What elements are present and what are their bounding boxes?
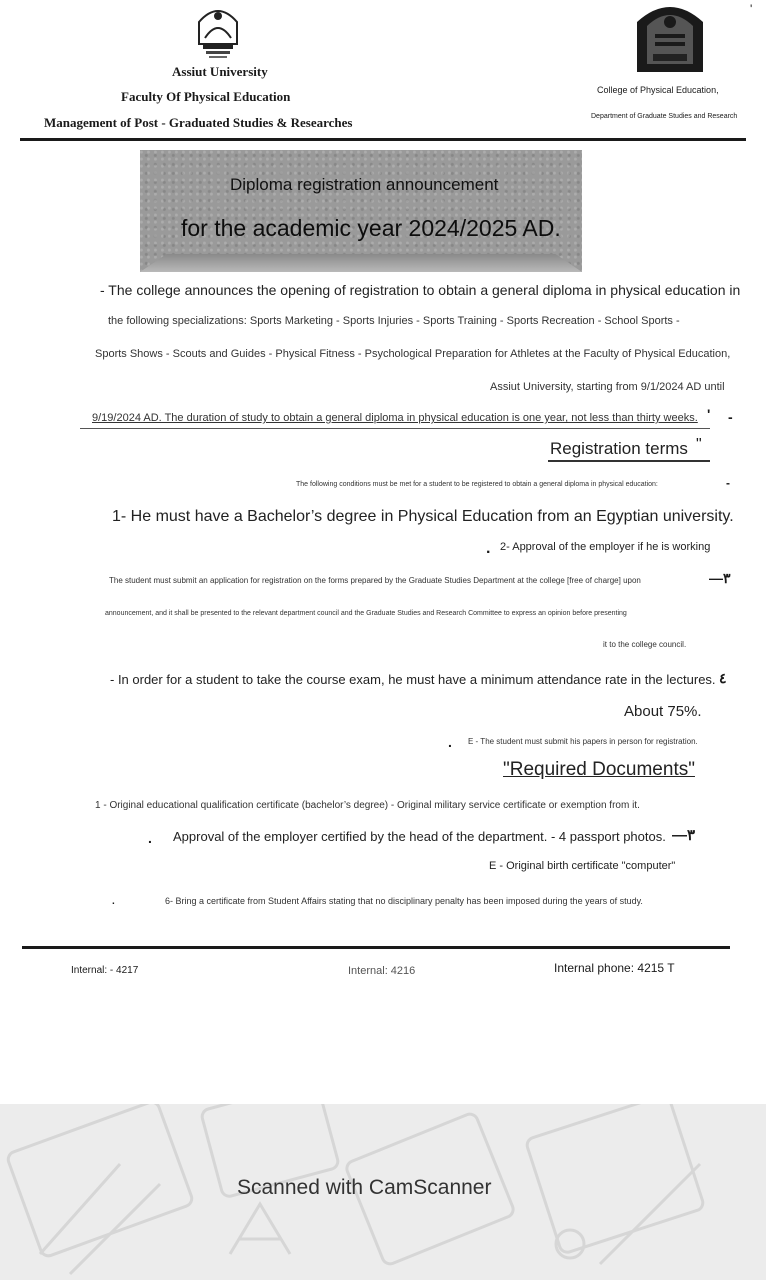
banner-academic-year: for the academic year 2024/2025 AD. [181,215,561,241]
banner-title: Diploma registration announcement [230,175,499,194]
announcement-banner [140,150,582,272]
term-3-line-2: announcement, and it shall be presented to the relevant department council and the Graduate Studies and Research Committee to express an opinion before presenting [105,610,627,617]
university-logo-left [193,4,243,62]
intro-line-5-mark: ' [707,406,711,422]
document-3-number: —٣ [672,827,696,844]
corner-mark: ' [750,2,753,16]
department-name-right: Department of Graduate Studies and Research [591,113,738,120]
term-4-number: ٤ [719,670,727,686]
term-3-number: —٣ [709,570,731,586]
required-documents-heading: "Required Documents" [503,759,695,780]
document-6-dot: . [112,896,115,907]
camscanner-text: Scanned with CamScanner [237,1176,492,1199]
document-6: 6- Bring a certificate from Student Affairs stating that no disciplinary penalty has been imposed during the years of study. [165,896,643,906]
banner-base [140,254,582,272]
registration-terms-underline [548,460,710,462]
document-3-dot: . [148,830,152,846]
term-4-line-1: - In order for a student to take the course exam, he must have a minimum attendance rate in the lectures. [110,672,716,687]
college-name-right: College of Physical Education, [597,85,719,95]
registration-terms-heading: Registration terms [550,439,688,458]
term-2-dot: . [486,540,491,557]
intro-line-5-dash: - [728,409,733,425]
registration-terms-mark: " [696,436,702,453]
intro-underline [80,428,710,429]
management-name: Management of Post - Graduated Studies & Researches [44,115,353,130]
term-5-dot: . [448,734,452,750]
intro-line-1: - The college announces the opening of registration to obtain a general diploma in physical education in [100,282,741,298]
intro-line-5: 9/19/2024 AD. The duration of study to obtain a general diploma in physical education is one year, not less than thirty weeks. [92,412,698,424]
intro-line-4: Assiut University, starting from 9/1/2024 AD until [490,381,725,393]
intro-line-3: Sports Shows - Scouts and Guides - Physical Fitness - Psychological Preparation for Athletes at the Faculty of Physical Education, [95,348,731,360]
document-3: Approval of the employer certified by the head of the department. - 4 passport photos. [173,829,666,844]
terms-intro-dash: - [726,476,730,490]
footer-divider [22,946,730,949]
university-name: Assiut University [172,64,268,79]
faculty-name: Faculty Of Physical Education [121,89,291,104]
term-1: 1- He must have a Bachelor’s degree in Physical Education from an Egyptian university. [112,508,734,525]
intro-line-2: the following specializations: Sports Marketing - Sports Injuries - Sports Training - Sports Recreation - School Sports - [108,315,680,327]
internal-phone-2: Internal: 4216 [348,965,416,977]
header-divider [20,138,746,141]
term-3-line-1: The student must submit an application for registration on the forms prepared by the Graduate Studies Department at the college [free of charge] upon [109,576,641,585]
terms-intro: The following conditions must be met for a student to be registered to obtain a general diploma in physical education: [296,481,658,488]
term-4-line-2: About 75%. [624,703,702,720]
college-logo-right [633,0,707,76]
document-1: 1 - Original educational qualification certificate (bachelor’s degree) - Original military service certificate or exemption from it. [95,800,640,811]
internal-phone-1: Internal: - 4217 [71,965,139,976]
term-5: E - The student must submit his papers in person for registration. [468,737,698,746]
internal-phone-3: Internal phone: 4215 T [554,961,675,975]
term-3-line-3: it to the college council. [603,640,687,649]
term-2: 2- Approval of the employer if he is working [500,541,711,553]
document-5: E - Original birth certificate "computer" [489,860,676,872]
